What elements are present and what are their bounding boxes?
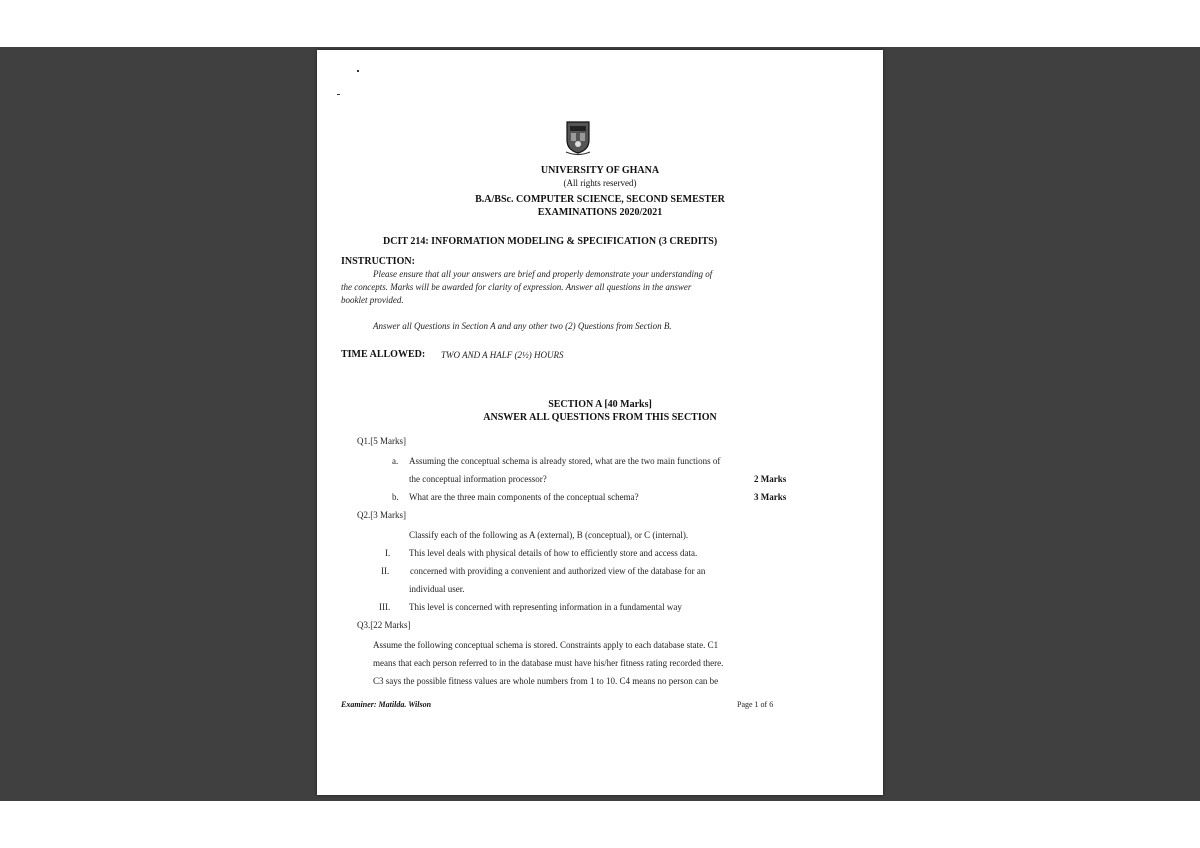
university-crest-icon [565,120,591,156]
answer-note: Answer all Questions in Section A and any other two (2) Questions from Section B. [373,321,672,331]
scan-speck [337,94,340,95]
instruction-line: booklet provided. [341,295,404,305]
q1a-marks: 2 Marks [754,474,787,484]
q1-label: Q1.[5 Marks] [357,436,406,446]
instruction-line: Please ensure that all your answers are brief and properly demonstrate your understanding of [373,269,713,279]
q3-text: C3 says the possible fitness values are whole numbers from 1 to 10. C4 means no person can be [373,676,719,686]
scan-speck [357,70,359,72]
exam-page[interactable] [317,50,883,795]
q2-item-text: individual user. [409,584,465,594]
section-title: SECTION A [40 Marks] [548,399,652,410]
q2-item-text: concerned with providing a convenient and authorized view of the database for an [410,566,706,576]
q1b-text: What are the three main components of the conceptual schema? [409,492,639,502]
q2-item-text: This level is concerned with representing information in a fundamental way [409,602,682,612]
q2-item-marker: II. [381,566,390,576]
section-subtitle: ANSWER ALL QUESTIONS FROM THIS SECTION [483,412,717,423]
instruction-heading: INSTRUCTION: [341,256,415,267]
q2-item-marker: I. [385,548,391,558]
programme-title: B.A/BSc. COMPUTER SCIENCE, SECOND SEMESTER [475,194,725,205]
q2-item-text: This level deals with physical details of how to efficiently store and access data. [409,548,698,558]
q1a-text: the conceptual information processor? [409,474,547,484]
q3-text: means that each person referred to in the database must have his/her fitness rating recorded there. [373,658,724,668]
rights-note: (All rights reserved) [563,178,637,188]
q1a-marker: a. [392,456,399,466]
q1b-marks: 3 Marks [754,492,787,502]
q2-label: Q2.[3 Marks] [357,510,406,520]
course-title: DCIT 214: INFORMATION MODELING & SPECIFICATION (3 CREDITS) [383,236,718,247]
exams-title: EXAMINATIONS 2020/2021 [537,207,663,218]
q2-item-marker: III. [379,602,391,612]
time-allowed-label: TIME ALLOWED: [341,349,426,360]
university-name: UNIVERSITY OF GHANA [540,165,660,176]
q3-text: Assume the following conceptual schema is stored. Constraints apply to each database state. C1 [373,640,719,650]
page-number: Page 1 of 6 [737,700,774,709]
examiner-name: Examiner: Matilda. Wilson [341,700,432,709]
q2-intro: Classify each of the following as A (external), B (conceptual), or C (internal). [409,530,689,540]
q1b-marker: b. [392,492,399,502]
q1a-text: Assuming the conceptual schema is already stored, what are the two main functions of [409,456,721,466]
instruction-line: the concepts. Marks will be awarded for clarity of expression. Answer all questions in the answer [341,282,692,292]
time-allowed-value: TWO AND A HALF (2½) HOURS [441,350,564,360]
q3-label: Q3.[22 Marks] [357,620,411,630]
